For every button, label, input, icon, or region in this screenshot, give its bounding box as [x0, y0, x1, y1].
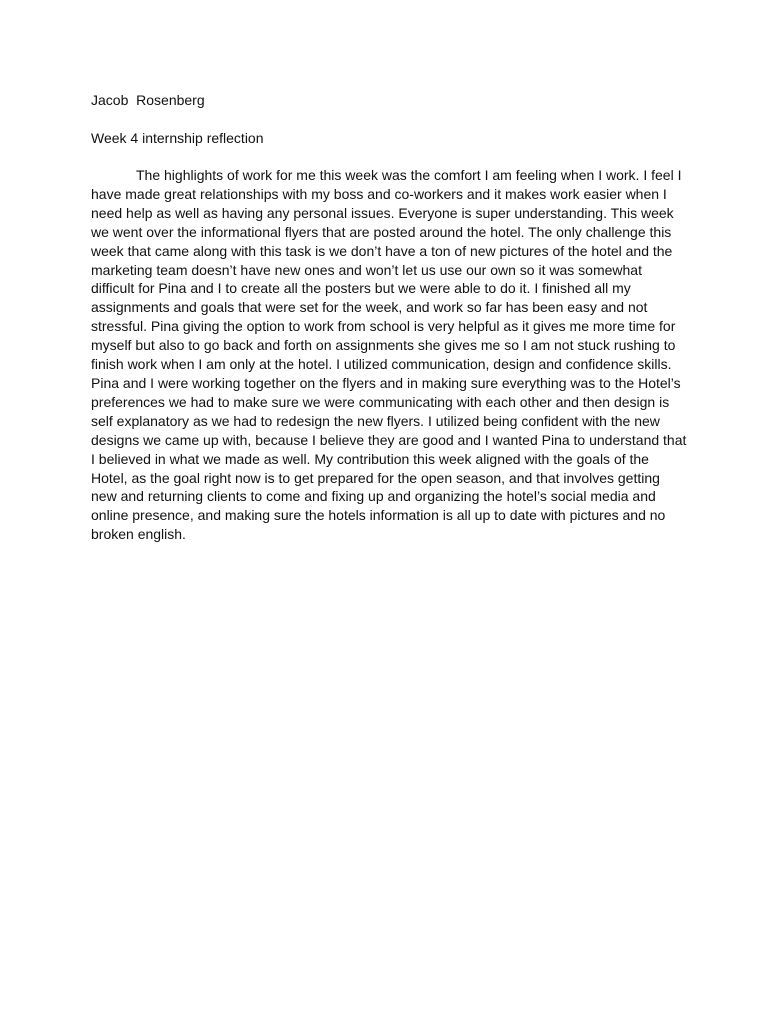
paragraph-line: designs we came up with, because I believe they are good and I wanted Pina to understand that: [91, 431, 687, 448]
paragraph-line: online presence, and making sure the hotels information is all up to date with pictures and no: [91, 507, 666, 524]
document-title: Week 4 internship reflection: [91, 130, 264, 146]
paragraph-line: finish work when I am only at the hotel. I utilized communication, design and confidence skills.: [91, 356, 672, 373]
paragraph-line: stressful. Pina giving the option to work from school is very helpful as it gives me more time for: [91, 318, 676, 335]
paragraph-line: Hotel, as the goal right now is to get prepared for the open season, and that involves getting: [91, 469, 660, 486]
paragraph-line: marketing team doesn’t have new ones and won’t let us use our own so it was somewhat: [91, 261, 642, 278]
paragraph-line: Pina and I were working together on the flyers and in making sure everything was to the Hotel’s: [91, 374, 681, 391]
paragraph-line: week that came along with this task is we don’t have a ton of new pictures of the hotel and the: [91, 242, 673, 259]
reflection-paragraph: [91, 166, 687, 544]
paragraph-line: we went over the informational flyers that are posted around the hotel. The only challenge this: [91, 223, 672, 240]
paragraph-line: broken english.: [91, 526, 186, 543]
paragraph-line: difficult for Pina and I to create all the posters but we were able to do it. I finished all my: [91, 280, 631, 297]
paragraph-line: preferences we had to make sure we were communicating with each other and then design is: [91, 393, 670, 410]
paragraph-line: have made great relationships with my boss and co-workers and it makes work easier when I: [91, 185, 667, 202]
paragraph-line: The highlights of work for me this week was the comfort I am feeling when I work. I feel I: [136, 167, 682, 183]
paragraph-line: myself but also to go back and forth on assignments she gives me so I am not stuck rushing to: [91, 337, 676, 354]
author-name: Jacob Rosenberg: [91, 92, 205, 108]
paragraph-line: self explanatory as we had to redesign the new flyers. I utilized being confident with the new: [91, 412, 660, 429]
paragraph-line: need help as well as having any personal issues. Everyone is super understanding. This week: [91, 204, 674, 221]
paragraph-line: I believed in what we made as well. My contribution this week aligned with the goals of the: [91, 450, 649, 467]
paragraph-line: assignments and goals that were set for the week, and work so far has been easy and not: [91, 299, 648, 316]
paragraph-line: new and returning clients to come and fixing up and organizing the hotel’s social media and: [91, 488, 656, 505]
